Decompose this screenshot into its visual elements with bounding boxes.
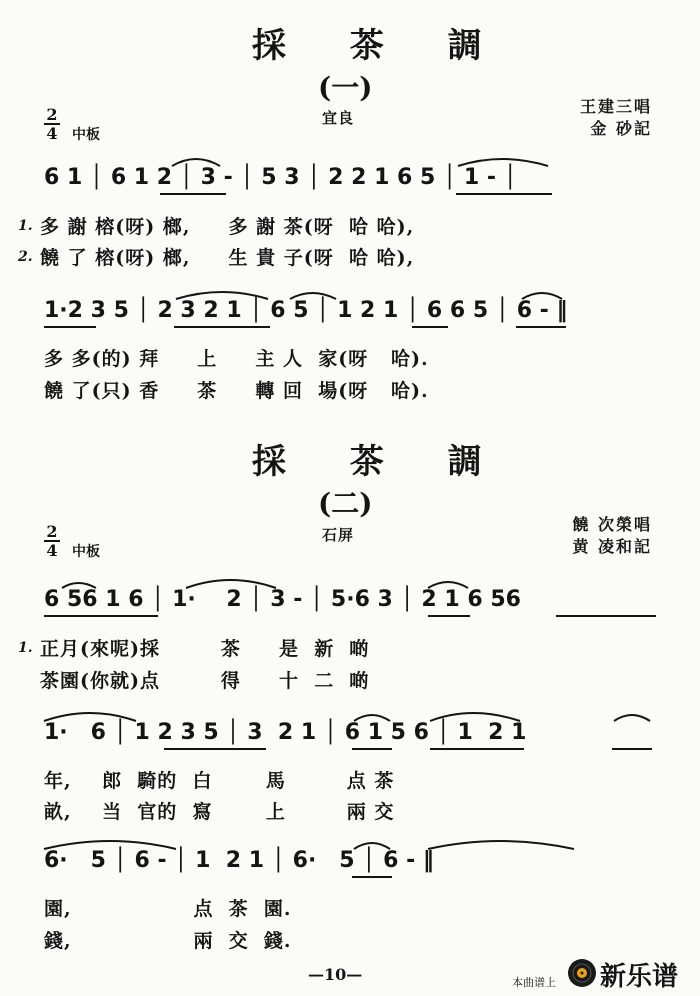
song1-recorder: 金 砂記 [590, 119, 652, 138]
song1-time-bottom: 4 [46, 124, 58, 143]
song2-time-top: 2 [46, 522, 58, 541]
song1-row2-verse1: 多 多(的) 拜 上 主 人 家(呀 哈). [44, 348, 429, 370]
song2-time-bottom: 4 [46, 541, 58, 560]
song2-row1-verse1: 正月(來呢)採 茶 是 新 啲 [40, 638, 370, 660]
song2-row2-verse1: 年, 郎 騎的 白 馬 点 茶 [44, 770, 395, 792]
song2-region: 石屏 [322, 526, 355, 544]
page-number: —10— [308, 965, 363, 984]
song1-row1-verse1: 多 謝 榕(呀) 榔, 多 謝 茶(呀 哈 哈), [40, 216, 415, 238]
song1-row1-notes: 6 1 │ 6 1 2 │ 3 - │ 5 3 │ 2 2 1 6 5 │ 1 - │ [44, 165, 517, 190]
song1-time-top: 2 [46, 105, 58, 124]
song2-title: 採 茶 調 [252, 442, 508, 482]
song1-row1-verse2: 饒 了 榕(呀) 榔, 生 貴 子(呀 哈 哈), [40, 247, 415, 269]
song1-time-signature [44, 107, 60, 141]
song2-row3-notes: 6· 5 │ 6 - │ 1 2 1 │ 6· 5 │ 6 - ‖ [44, 848, 434, 873]
song2-time-signature [44, 524, 60, 558]
song2-row1-verse2: 茶園(你就)点 得 十 二 啲 [40, 670, 370, 692]
song1-region: 宜良 [322, 109, 355, 127]
song2-row1-verse1-number: 1. [18, 640, 33, 656]
song2-row3-marks [0, 833, 700, 883]
song1-singer: 王建三唱 [579, 97, 652, 116]
song2-tempo: 中板 [72, 544, 100, 560]
song1-row2-verse2: 饒 了(只) 香 茶 轉 回 場(呀 哈). [44, 380, 429, 402]
song1-row1-verse2-number: 2. [18, 249, 33, 265]
song1-row1-marks [0, 150, 700, 200]
song1-tempo: 中板 [72, 127, 100, 143]
song2-row1-marks [0, 572, 700, 622]
vinyl-record-icon [567, 958, 597, 988]
song2-row2-notes: 1· 6 │ 1 2 3 5 │ 3 2 1 │ 6 1 5 6 │ 1 2 1 [44, 720, 527, 745]
song1-row2-marks [0, 283, 700, 333]
watermark-logo: 新乐谱 [600, 962, 679, 992]
song1-credits [580, 96, 652, 140]
song2-row2-marks [0, 705, 700, 755]
song2-row1-notes: 6 56 1 6 │ 1· 2 │ 3 - │ 5·6 3 │ 2 1 6 56 [44, 587, 521, 612]
song2-row3-verse2: 錢, 兩 交 錢. [44, 930, 292, 952]
song1-title: 採 茶 調 [252, 26, 508, 66]
song2-singer: 饒 次榮唱 [572, 515, 652, 534]
song2-number: (二) [318, 487, 373, 520]
song1-row1-verse1-number: 1. [18, 218, 33, 234]
song2-row2-verse2: 畝, 当 官的 寫 上 兩 交 [44, 801, 395, 823]
song1-row2-notes: 1·2 3 5 │ 2 3 2 1 │ 6 5 │ 1 2 1 │ 6 6 5 │ 6 - ‖ [44, 298, 568, 323]
song1-number: (一) [318, 71, 373, 104]
watermark-text: 本曲谱上 [512, 976, 556, 989]
song2-recorder: 黄 凌和記 [572, 537, 652, 556]
song2-credits [572, 514, 652, 558]
song2-row3-verse1: 園, 点 茶 園. [44, 898, 292, 920]
